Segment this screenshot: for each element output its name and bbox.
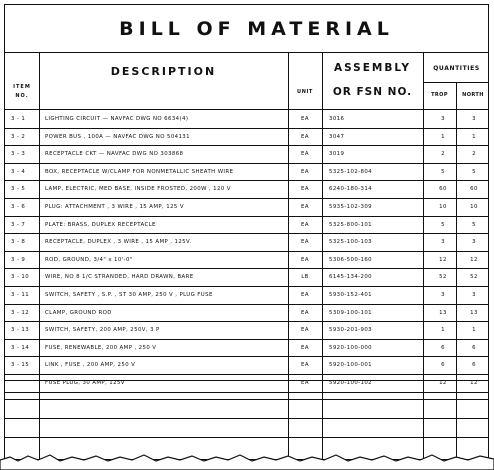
north-qty-cell: 5	[472, 221, 476, 228]
fsn-cell: 5306-500-160	[329, 256, 372, 263]
description-cell: WIRE, NO 8 1/C STRANDED, HARD DRAWN, BARE	[45, 274, 194, 281]
fsn-cell: 6240-180-314	[329, 186, 372, 193]
blank-row-rule	[5, 399, 488, 400]
item-cell: 3 - 10	[11, 274, 30, 281]
table-row	[5, 111, 489, 129]
north-qty-cell: 13	[470, 309, 478, 316]
fsn-cell: 5920-100-001	[329, 362, 372, 369]
trop-qty-cell: 13	[439, 309, 447, 316]
unit-cell: LB	[301, 274, 309, 281]
description-cell: PLATE: BRASS, DUPLEX RECEPTACLE	[45, 221, 156, 228]
item-cell: 3 - 3	[11, 151, 26, 158]
description-cell: LAMP, ELECTRIC, MED BASE, INSIDE FROSTED, 200W , 120 V	[45, 186, 231, 193]
north-qty-cell: 1	[472, 327, 476, 334]
north-qty-cell: 12	[470, 256, 478, 263]
trop-qty-cell: 6	[441, 362, 445, 369]
table-row	[5, 357, 489, 375]
fsn-cell: 5325-100-103	[329, 239, 372, 246]
table-row	[5, 340, 489, 358]
trop-qty-cell: 3	[441, 292, 445, 298]
fsn-cell: 5930-152-401	[329, 292, 372, 298]
unit-cell: EA	[301, 116, 309, 122]
north-qty-cell: 3	[472, 239, 476, 246]
description-cell: ROD, GROUND, 3/4" x 10'-0"	[45, 256, 133, 263]
description-cell: FUSE, RENEWABLE, 200 AMP , 250 V	[45, 344, 157, 351]
quantities-divider	[423, 82, 488, 83]
unit-cell: EA	[301, 292, 309, 298]
page-title: BILL OF MATERIAL	[119, 17, 394, 40]
item-cell: 3 - 13	[11, 327, 30, 334]
trop-qty-cell: 60	[439, 186, 447, 193]
item-cell: 3 - 2	[11, 133, 26, 140]
fsn-cell: 3019	[329, 151, 345, 158]
item-cell: 3 - 6	[11, 204, 26, 210]
description-cell: LIGHTING CIRCUIT — NAVFAC DWG NO 6634(4)	[45, 116, 189, 122]
item-cell: 3 - 5	[11, 186, 26, 193]
trop-qty-cell: 3	[441, 239, 445, 246]
trop-qty-cell: 6	[441, 344, 445, 351]
unit-cell: EA	[301, 309, 309, 316]
trop-qty-cell: 5	[441, 168, 445, 175]
table-row	[5, 199, 489, 217]
item-cell: 3 - 9	[11, 256, 26, 263]
unit-cell: EA	[301, 151, 309, 158]
north-qty-cell: 12	[470, 380, 478, 386]
row-rule	[5, 392, 488, 393]
unit-cell: EA	[301, 344, 309, 351]
item-cell: 3 - 7	[11, 221, 26, 228]
trop-qty-cell: 3	[441, 116, 445, 122]
blank-row-rule	[5, 418, 488, 419]
fsn-cell: 5325-800-101	[329, 221, 372, 228]
trop-qty-cell: 1	[441, 327, 445, 334]
item-cell: 3 - 4	[11, 168, 26, 175]
unit-cell: EA	[301, 256, 309, 263]
description-cell: RECEPTACLE CKT — NAVFAC DWG NO 303868	[45, 151, 184, 158]
description-cell: POWER BUS , 100A — NAVFAC DWG NO 504131	[45, 133, 190, 140]
trop-qty-cell: 1	[441, 133, 445, 140]
header-bottom-rule	[5, 109, 488, 110]
fsn-cell: 5920-100-000	[329, 344, 372, 351]
description-cell: FUSE PLUG, 30 AMP, 125V	[45, 380, 125, 386]
table-row	[5, 252, 489, 270]
item-cell: 3 - 8	[11, 239, 26, 246]
description-cell: RECEPTACLE, DUPLEX , 3 WIRE , 15 AMP , 125V.	[45, 239, 192, 246]
header-quantities: QUANTITIES	[433, 65, 480, 72]
table-row	[5, 287, 489, 305]
header-assembly: ASSEMBLY	[333, 62, 412, 74]
table-row	[5, 375, 489, 393]
table-row	[5, 129, 489, 147]
table-row	[5, 305, 489, 323]
unit-cell: EA	[301, 204, 309, 210]
header-unit: UNIT	[297, 89, 313, 95]
trop-qty-cell: 12	[439, 256, 447, 263]
north-qty-cell: 3	[472, 292, 476, 298]
trop-qty-cell: 2	[441, 151, 445, 158]
description-cell: SWITCH, SAFETY, 200 AMP, 250V, 3 P	[45, 327, 160, 334]
title-row	[5, 5, 488, 53]
description-cell: BOX, RECEPTACLE W/CLAMP FOR NONMETALLIC SHEATH WIRE	[45, 168, 234, 175]
trop-qty-cell: 10	[439, 204, 447, 210]
north-qty-cell: 6	[472, 362, 476, 369]
item-cell: 3 - 14	[11, 344, 30, 351]
north-qty-cell: 6	[472, 344, 476, 351]
fsn-cell: 5930-201-903	[329, 327, 372, 334]
description-cell: PLUG: ATTACHMENT , 3 WIRE , 15 AMP, 125 V	[45, 204, 184, 210]
north-qty-cell: 52	[470, 274, 478, 281]
unit-cell: EA	[301, 239, 309, 246]
item-cell: 3 - 15	[11, 362, 30, 369]
trop-qty-cell: 12	[439, 380, 447, 386]
table-row	[5, 181, 489, 199]
description-cell: SWITCH, SAFETY , S.P. , ST 30 AMP, 250 V , PLUG FUSE	[45, 292, 213, 298]
fsn-cell: 6145-134-200	[329, 274, 372, 281]
unit-cell: EA	[301, 362, 309, 369]
fsn-cell: 5920-100-102	[329, 380, 372, 386]
fsn-cell: 5935-102-309	[329, 204, 372, 210]
north-qty-cell: 10	[470, 204, 478, 210]
table-row	[5, 164, 489, 182]
table-row	[5, 217, 489, 235]
table-row	[5, 234, 489, 252]
unit-cell: EA	[301, 133, 309, 140]
unit-cell: EA	[301, 221, 309, 228]
item-cell: 3 - 11	[11, 292, 30, 298]
north-qty-cell: 3	[472, 116, 476, 122]
trop-qty-cell: 5	[441, 221, 445, 228]
north-qty-cell: 5	[472, 168, 476, 175]
item-cell: 3 - 12	[11, 309, 30, 316]
fsn-cell: 5309-100-101	[329, 309, 372, 316]
fsn-cell: 5325-102-804	[329, 168, 372, 175]
item-cell: 3 - 1	[11, 116, 26, 122]
fsn-cell: 3047	[329, 133, 345, 140]
fsn-cell: 3016	[329, 116, 345, 122]
header-or-fsn: OR FSN NO.	[332, 86, 413, 98]
header-description: DESCRIPTION	[110, 65, 217, 78]
blank-row-rule	[5, 380, 488, 381]
bill-of-material-sheet	[4, 4, 489, 460]
header-north: NORTH	[462, 92, 484, 98]
unit-cell: EA	[301, 168, 309, 175]
unit-cell: EA	[301, 327, 309, 334]
description-cell: LINK , FUSE , 200 AMP, 250 V	[45, 362, 136, 369]
unit-cell: EA	[301, 380, 309, 386]
north-qty-cell: 1	[472, 133, 476, 140]
header-item-no: NO.	[15, 93, 29, 99]
header-trop: TROP	[431, 92, 448, 98]
torn-edge	[0, 451, 494, 470]
table-row	[5, 322, 489, 340]
table-row	[5, 269, 489, 287]
trop-qty-cell: 52	[439, 274, 447, 281]
north-qty-cell: 2	[472, 151, 476, 158]
header-item: ITEM	[13, 84, 31, 90]
description-cell: CLAMP, GROUND ROD	[45, 309, 112, 316]
blank-row-rule	[5, 437, 488, 438]
table-row	[5, 146, 489, 164]
unit-cell: EA	[301, 186, 309, 193]
north-qty-cell: 60	[470, 186, 478, 193]
